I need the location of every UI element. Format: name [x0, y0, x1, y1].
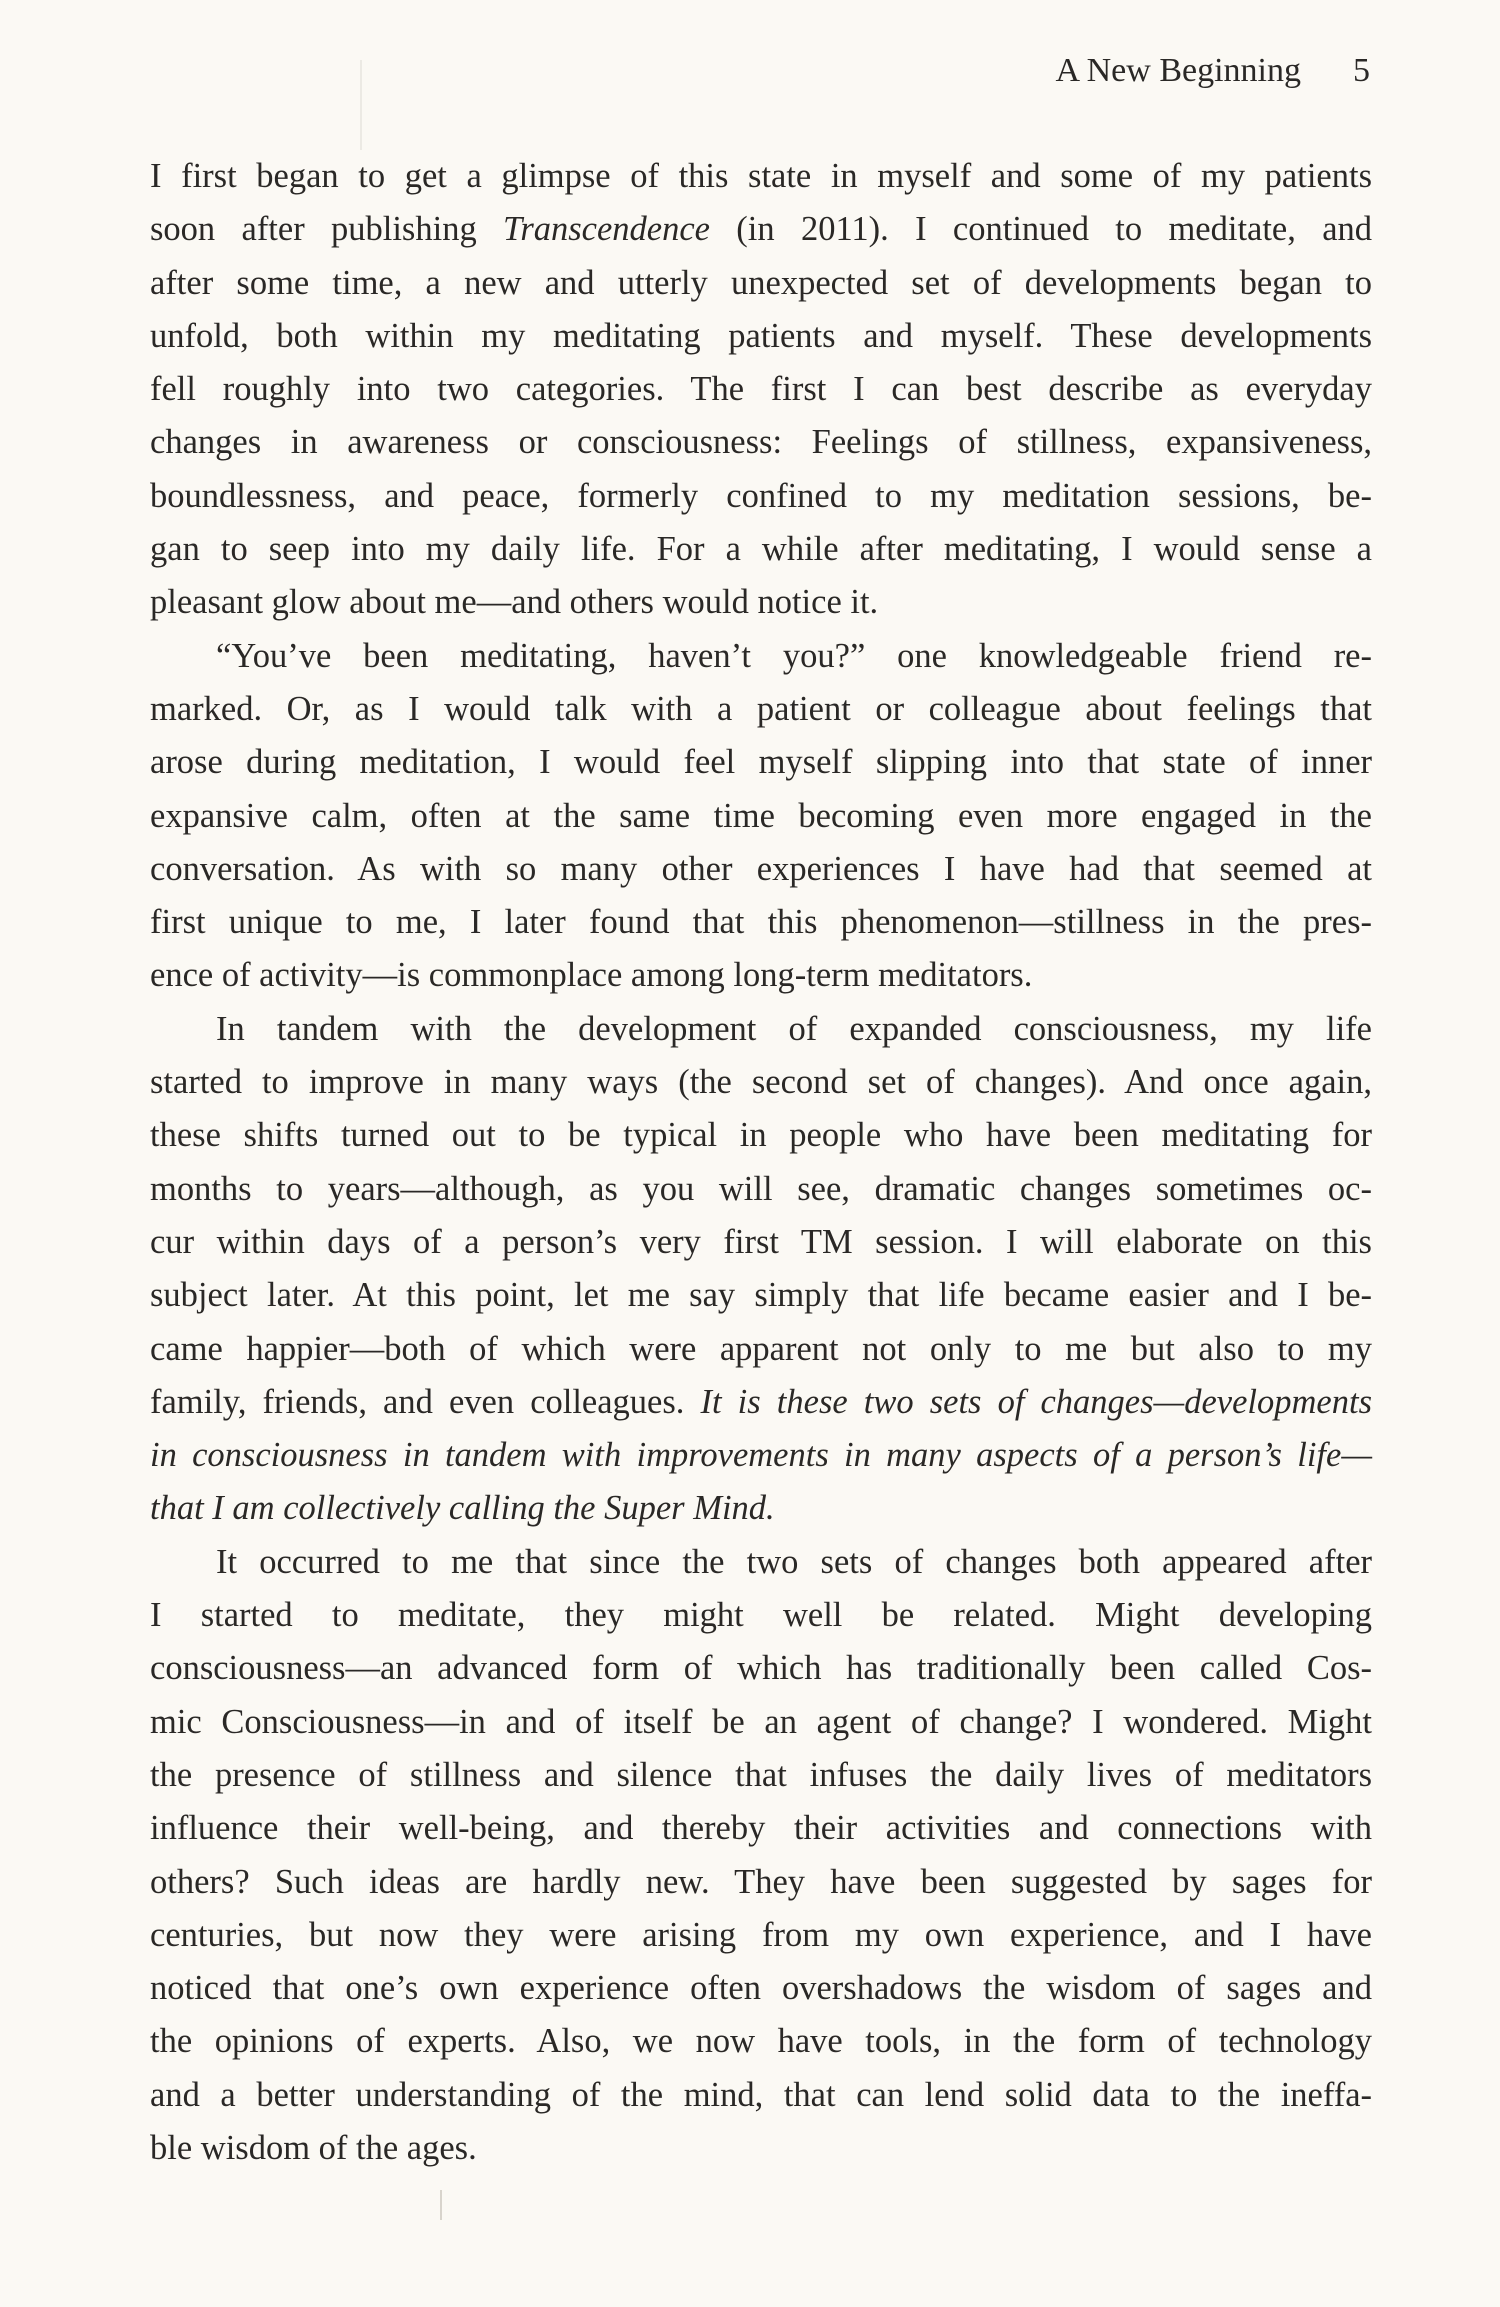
- text-segment: (in 2011). I continued to meditate, and: [709, 210, 1373, 249]
- text-segment: changes in awareness or consciousness: Feelings of stillness, expansiveness,: [150, 423, 1372, 462]
- text-segment: started to improve in many ways (the second set of changes). And once again,: [150, 1063, 1372, 1102]
- text-line: [150, 1056, 1372, 1109]
- text-line: [150, 2122, 1372, 2175]
- text-segment: others? Such ideas are hardly new. They have been suggested by sages for: [150, 1862, 1372, 1901]
- chapter-title: A New Beginning: [1055, 52, 1301, 89]
- text-segment: ble wisdom of the ages.: [150, 2128, 477, 2167]
- paragraph: [150, 630, 1372, 1003]
- text-segment: pleasant glow about me—and others would notice it.: [150, 583, 879, 622]
- text-line: [150, 736, 1372, 789]
- text-segment: It occurred to me that since the two sets of changes both appeared after: [216, 1542, 1372, 1581]
- text-segment: marked. Or, as I would talk with a patient or colleague about feelings that: [150, 689, 1372, 728]
- text-segment: influence their well-being, and thereby their activities and connections with: [150, 1809, 1372, 1848]
- text-line: [150, 1482, 1372, 1535]
- text-segment: I started to meditate, they might well be related. Might developing: [150, 1596, 1372, 1635]
- paragraph: [150, 150, 1372, 630]
- italic-text: It is these two sets of changes—developments: [700, 1382, 1372, 1421]
- text-line: [150, 2015, 1372, 2068]
- italic-text: in consciousness in tandem with improvements in many aspects of a person’s life—: [150, 1436, 1372, 1475]
- text-line: [150, 416, 1372, 469]
- text-segment: came happier—both of which were apparent not only to me but also to my: [150, 1329, 1372, 1368]
- text-line: [150, 523, 1372, 576]
- scan-artifact: [360, 60, 362, 150]
- text-segment: soon after publishing: [150, 210, 504, 249]
- body-text: [150, 150, 1372, 2175]
- text-line: [150, 896, 1372, 949]
- text-segment: gan to seep into my daily life. For a while after meditating, I would sense a: [150, 530, 1372, 569]
- text-line: [150, 1589, 1372, 1642]
- text-segment: unfold, both within my meditating patients and myself. These developments: [150, 316, 1372, 355]
- text-segment: subject later. At this point, let me say simply that life became easier and I be-: [150, 1276, 1372, 1315]
- text-segment: I first began to get a glimpse of this state in myself and some of my patients: [150, 157, 1372, 195]
- text-line: [150, 1802, 1372, 1855]
- text-segment: family, friends, and even colleagues.: [150, 1382, 701, 1421]
- paragraph: [150, 1003, 1372, 1536]
- text-segment: fell roughly into two categories. The first I can best describe as everyday: [150, 370, 1372, 409]
- text-line: [150, 310, 1372, 363]
- text-segment: cur within days of a person’s very first TM session. I will elaborate on this: [150, 1222, 1372, 1261]
- text-segment: the opinions of experts. Also, we now have tools, in the form of technology: [150, 2022, 1372, 2061]
- text-line: [150, 203, 1372, 256]
- italic-text: that I am collectively calling the Super Mind.: [150, 1489, 775, 1528]
- text-line: [150, 1856, 1372, 1909]
- text-line: [150, 1642, 1372, 1695]
- text-line: [150, 1536, 1372, 1589]
- text-segment: first unique to me, I later found that this phenomenon—stillness in the pres-: [150, 903, 1372, 942]
- text-line: [150, 1269, 1372, 1322]
- text-line: [150, 843, 1372, 896]
- text-line: [150, 1429, 1372, 1482]
- text-segment: months to years—although, as you will see, dramatic changes sometimes oc-: [150, 1169, 1372, 1208]
- text-line: [150, 790, 1372, 843]
- text-segment: arose during meditation, I would feel myself slipping into that state of inner: [150, 743, 1372, 782]
- text-line: [150, 1109, 1372, 1162]
- text-segment: ence of activity—is commonplace among long-term meditators.: [150, 956, 1033, 995]
- text-line: [150, 257, 1372, 310]
- text-line: [150, 1216, 1372, 1269]
- text-line: [150, 1962, 1372, 2015]
- text-line: [150, 1003, 1372, 1056]
- text-line: [150, 1696, 1372, 1749]
- text-segment: mic Consciousness—in and of itself be an agent of change? I wondered. Might: [150, 1702, 1372, 1741]
- text-segment: consciousness—an advanced form of which has traditionally been called Cos-: [150, 1649, 1372, 1688]
- text-segment: expansive calm, often at the same time becoming even more engaged in the: [150, 796, 1372, 835]
- text-segment: conversation. As with so many other experiences I have had that seemed at: [150, 849, 1372, 888]
- text-line: [150, 630, 1372, 683]
- text-line: [150, 576, 1372, 629]
- text-segment: In tandem with the development of expanded consciousness, my life: [216, 1009, 1372, 1048]
- text-line: [150, 1376, 1372, 1429]
- paragraph: [150, 1536, 1372, 2176]
- running-header: [1055, 52, 1370, 90]
- italic-text: Transcendence: [503, 210, 710, 249]
- text-segment: boundlessness, and peace, formerly confined to my meditation sessions, be-: [150, 476, 1372, 515]
- text-segment: the presence of stillness and silence that infuses the daily lives of meditators: [150, 1755, 1372, 1794]
- text-line: [150, 949, 1372, 1002]
- text-line: [150, 683, 1372, 736]
- text-segment: noticed that one’s own experience often overshadows the wisdom of sages and: [150, 1969, 1372, 2008]
- text-line: [150, 1909, 1372, 1962]
- text-line: [150, 150, 1372, 203]
- text-line: [150, 470, 1372, 523]
- text-segment: “You’ve been meditating, haven’t you?” one knowledgeable friend re-: [216, 636, 1372, 675]
- text-segment: after some time, a new and utterly unexpected set of developments began to: [150, 263, 1372, 302]
- text-segment: and a better understanding of the mind, that can lend solid data to the ineffa-: [150, 2075, 1372, 2114]
- text-line: [150, 2069, 1372, 2122]
- text-segment: centuries, but now they were arising from my own experience, and I have: [150, 1915, 1372, 1954]
- text-segment: these shifts turned out to be typical in people who have been meditating for: [150, 1116, 1372, 1155]
- text-line: [150, 1163, 1372, 1216]
- scan-artifact: [440, 2190, 442, 2220]
- text-line: [150, 1749, 1372, 1802]
- text-line: [150, 1323, 1372, 1376]
- page-number: 5: [1353, 52, 1370, 89]
- text-line: [150, 363, 1372, 416]
